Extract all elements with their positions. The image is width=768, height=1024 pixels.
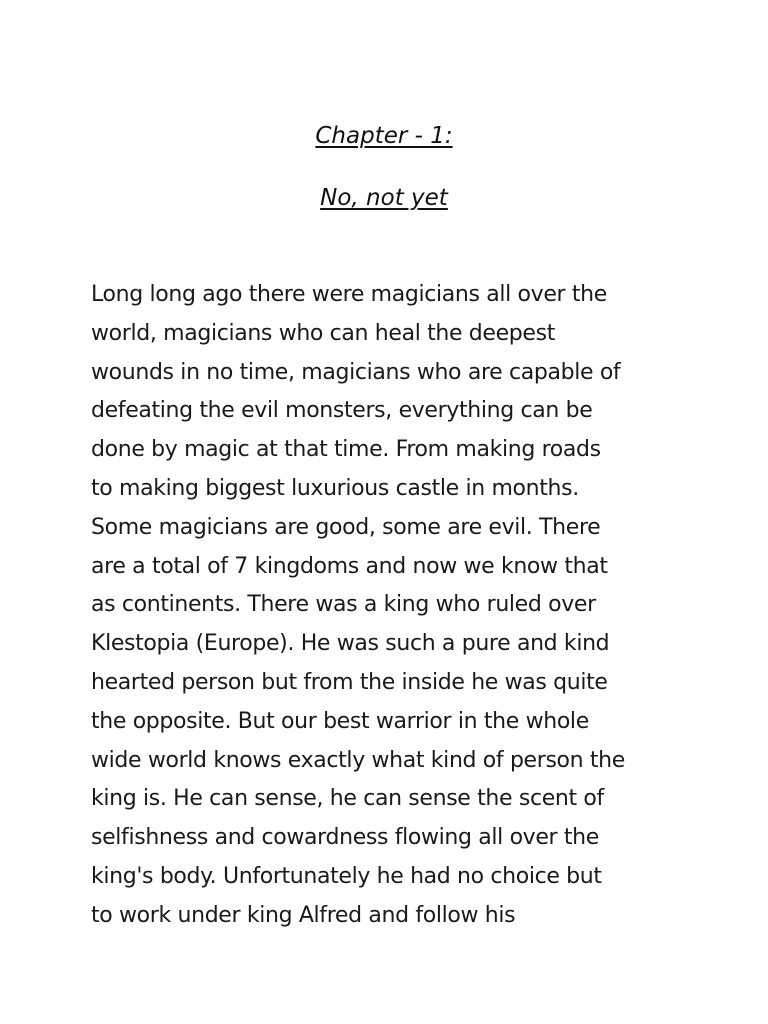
chapter-subtitle: No, not yet [320,185,448,211]
body-line: to making biggest luxurious castle in months. [91,475,579,501]
body-line: wounds in no time, magicians who are capable of [91,359,621,385]
body-line: the opposite. But our best warrior in the whole [91,708,589,734]
body-line: wide world knows exactly what kind of person the [91,747,625,773]
body-line: Klestopia (Europe). He was such a pure and kind [91,631,610,657]
body-line: to work under king Alfred and follow his [91,902,516,928]
body-line: Long long ago there were magicians all over the [91,282,607,307]
body-line: world, magicians who can heal the deepest [91,320,555,346]
body-line: selfishness and cowardness flowing all over the [91,825,599,851]
body-line: Some magicians are good, some are evil. There [91,514,601,540]
body-line: done by magic at that time. From making roads [91,437,601,463]
body-line: king is. He can sense, he can sense the scent of [91,786,604,812]
body-line: hearted person but from the inside he was quite [91,669,608,695]
body-line: are a total of 7 kingdoms and now we know that [91,553,608,579]
body-line: defeating the evil monsters, everything can be [91,398,593,424]
story-body [91,276,691,936]
body-line: king's body. Unfortunately he had no choice but [91,863,602,889]
body-line: as continents. There was a king who ruled over [91,592,596,618]
chapter-title: Chapter - 1: [315,123,453,149]
